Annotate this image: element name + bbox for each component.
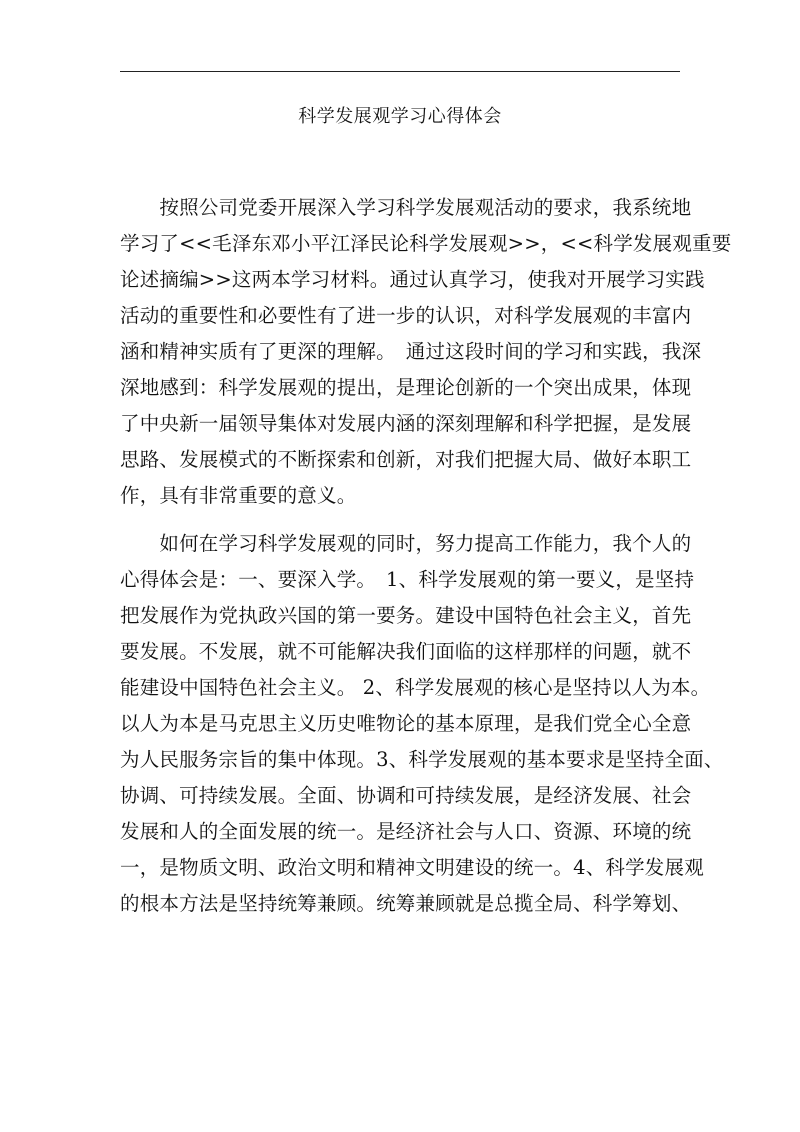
body-line: 发展和人的全面发展的统一。是经济社会与人口、资源、环境的统 [120,820,692,843]
body-line: 以人为本是马克思主义历史唯物论的基本原理，是我们党全心全意 [120,712,692,735]
body-line: 作，具有非常重要的意义。 [120,484,357,507]
body-line: 要发展。不发展，就不可能解决我们面临的这样那样的问题，就不 [120,640,692,663]
body-line: 了中央新一届领导集体对发展内涵的深刻理解和科学把握，是发展 [120,412,692,435]
body-line: 学习了<<毛泽东邓小平江泽民论科学发展观>>，<<科学发展观重要 [120,232,732,255]
body-line: 的根本方法是坚持统筹兼顾。统筹兼顾就是总揽全局、科学筹划、 [120,892,692,915]
body-line: 涵和精神实质有了更深的理解。 通过这段时间的学习和实践，我深 [120,340,702,363]
body-line: 为人民服务宗旨的集中体现。3、科学发展观的基本要求是坚持全面、 [120,748,724,771]
body-line: 活动的重要性和必要性有了进一步的认识，对科学发展观的丰富内 [120,304,692,327]
body-line: 协调、可持续发展。全面、协调和可持续发展，是经济发展、社会 [120,784,692,807]
header-rule [120,71,680,72]
body-line: 论述摘编>>这两本学习材料。通过认真学习，使我对开展学习实践 [120,268,705,291]
body-line: 一，是物质文明、政治文明和精神文明建设的统一。4、科学发展观 [120,856,704,879]
body-line: 如何在学习科学发展观的同时，努力提高工作能力，我个人的 [120,532,692,555]
body-line: 把发展作为党执政兴国的第一要务。建设中国特色社会主义，首先 [120,604,692,627]
body-line: 心得体会是：一、要深入学。 1、科学发展观的第一要义，是坚持 [120,568,695,591]
body-line: 深地感到：科学发展观的提出，是理论创新的一个突出成果，体现 [120,376,692,399]
document-title: 科学发展观学习心得体会 [298,106,502,127]
body-line: 按照公司党委开展深入学习科学发展观活动的要求，我系统地 [120,196,692,219]
body-line: 能建设中国特色社会主义。 2、科学发展观的核心是坚持以人为本。 [120,676,711,699]
body-line: 思路、发展模式的不断探索和创新，对我们把握大局、做好本职工 [120,448,692,471]
